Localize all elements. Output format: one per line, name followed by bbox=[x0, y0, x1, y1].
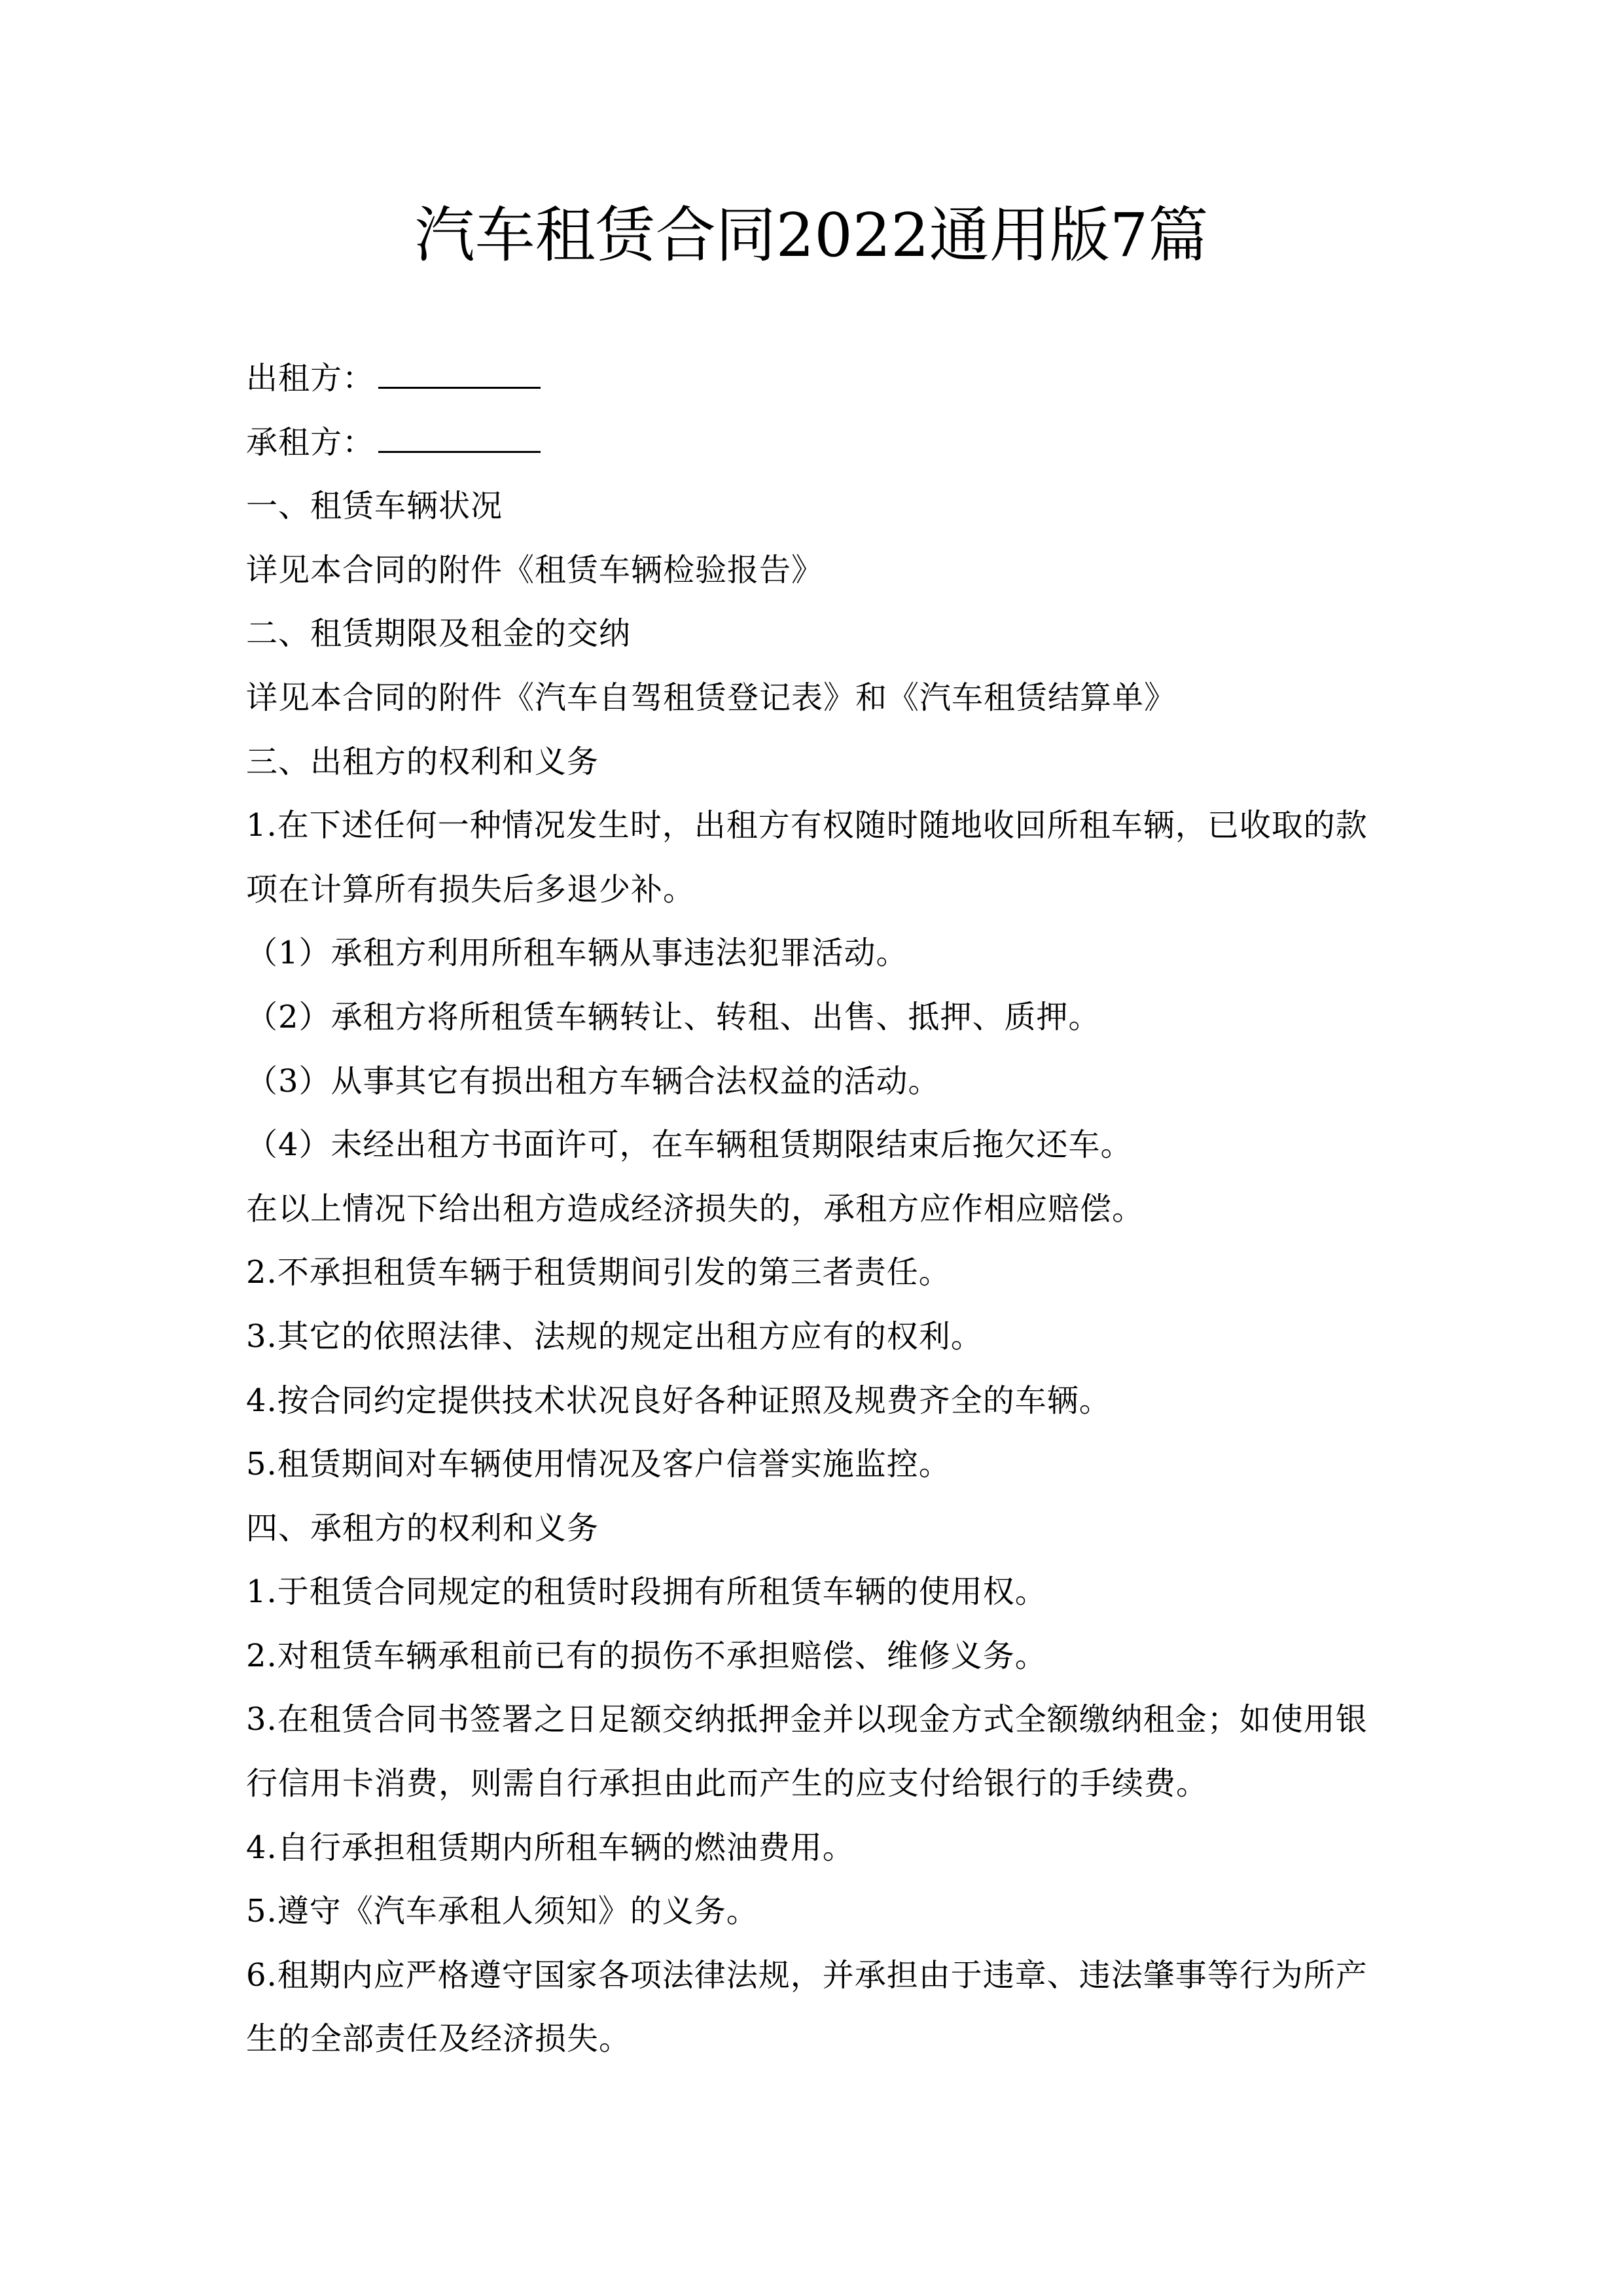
lessee-blank-field[interactable] bbox=[378, 425, 541, 453]
clause-line: 行信用卡消费，则需自行承担由此而产生的应支付给银行的手续费。 bbox=[246, 1765, 1209, 1803]
clause-line: 5.遵守《汽车承租人须知》的义务。 bbox=[246, 1893, 758, 1930]
document-title: 汽车租赁合同2022通用版7篇 bbox=[414, 200, 1209, 270]
clause-line: 3.在租赁合同书签署之日足额交纳抵押金并以现金方式全额缴纳租金；如使用银 bbox=[246, 1701, 1368, 1738]
clause-line: 4.按合同约定提供技术状况良好各种证照及规费齐全的车辆。 bbox=[246, 1382, 1111, 1419]
sub-clause-line: （1）承租方利用所租车辆从事违法犯罪活动。 bbox=[246, 935, 908, 972]
sub-clause-line: （3）从事其它有损出租方车辆合法权益的活动。 bbox=[246, 1062, 940, 1100]
lessor-line bbox=[246, 347, 1378, 411]
paragraph: 详见本合同的附件《汽车自驾租赁登记表》和《汽车租赁结算单》 bbox=[246, 679, 1177, 716]
clause-line: 5.租赁期间对车辆使用情况及客户信誉实施监控。 bbox=[246, 1446, 951, 1483]
sub-clause-line: （4）未经出租方书面许可，在车辆租赁期限结束后拖欠还车。 bbox=[246, 1126, 1133, 1164]
clause-line: 4.自行承担租赁期内所租车辆的燃油费用。 bbox=[246, 1829, 855, 1866]
clause-line: 1.于租赁合同规定的租赁时段拥有所租赁车辆的使用权。 bbox=[246, 1573, 1047, 1611]
clause-line: 3.其它的依照法律、法规的规定出租方应有的权利。 bbox=[246, 1318, 983, 1355]
clause-line: 1.在下述任何一种情况发生时，出租方有权随时随地收回所租车辆，已收取的款 bbox=[246, 807, 1368, 844]
clause-line: 项在计算所有损失后多退少补。 bbox=[246, 870, 696, 908]
document-body bbox=[246, 347, 1378, 2072]
section-heading-4: 四、承租方的权利和义务 bbox=[246, 1509, 599, 1547]
clause-line: 2.对租赁车辆承租前已有的损伤不承担赔偿、维修义务。 bbox=[246, 1637, 1047, 1674]
clause-line: 生的全部责任及经济损失。 bbox=[246, 2020, 632, 2058]
clause-line: 2.不承担租赁车辆于租赁期间引发的第三者责任。 bbox=[246, 1254, 951, 1291]
paragraph: 详见本合同的附件《租赁车辆检验报告》 bbox=[246, 551, 824, 588]
clause-line: 6.租期内应严格遵守国家各项法律法规，并承担由于违章、违法肇事等行为所产 bbox=[246, 1956, 1368, 1994]
section-heading-2: 二、租赁期限及租金的交纳 bbox=[246, 615, 632, 653]
paragraph: 在以上情况下给出租方造成经济损失的，承租方应作相应赔偿。 bbox=[246, 1190, 1145, 1227]
sub-clause-line: （2）承租方将所租赁车辆转让、转租、出售、抵押、质押。 bbox=[246, 998, 1101, 1035]
lessee-line bbox=[246, 411, 1378, 475]
section-heading-1: 一、租赁车辆状况 bbox=[246, 488, 503, 525]
lessee-label: 承租方： bbox=[246, 423, 375, 461]
section-heading-3: 三、出租方的权利和义务 bbox=[246, 743, 599, 780]
lessor-label: 出租方： bbox=[246, 360, 375, 397]
lessor-blank-field[interactable] bbox=[378, 361, 541, 389]
